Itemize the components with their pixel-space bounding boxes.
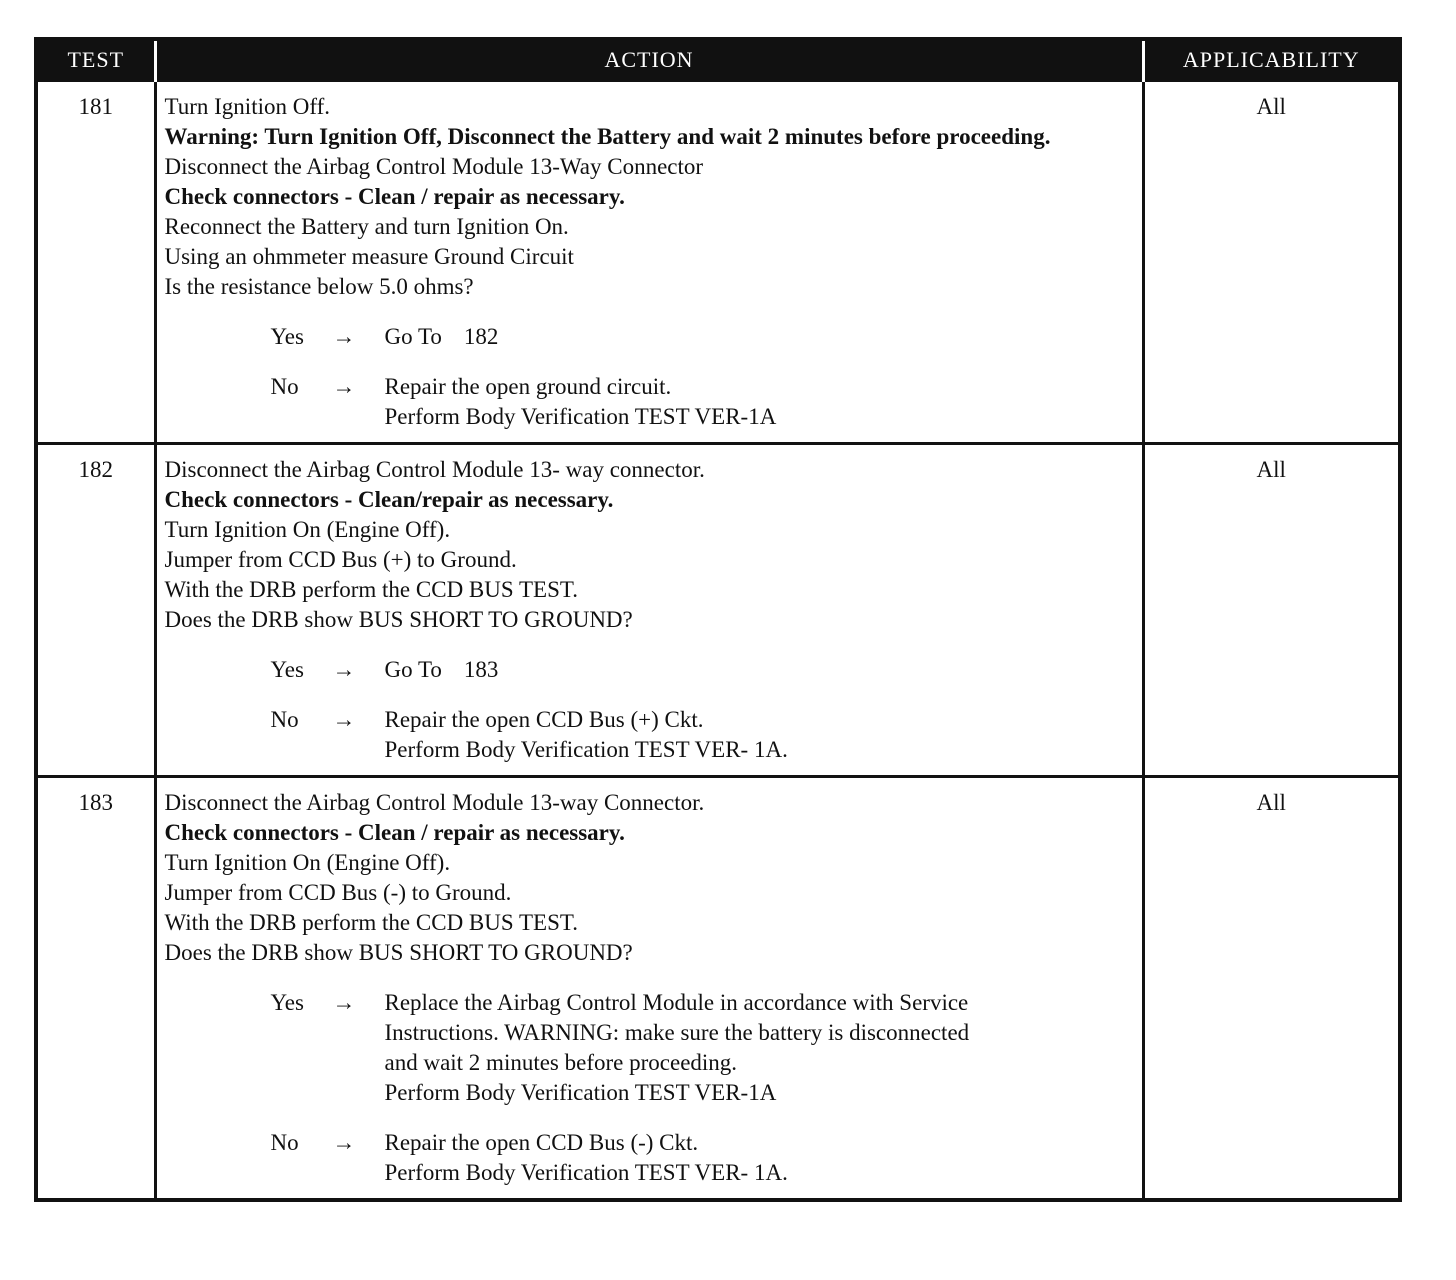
no-label: No <box>270 374 299 399</box>
goto-target: 183 <box>463 657 499 682</box>
no-outcome <box>165 1128 1134 1188</box>
warning-step: Warning: Turn Ignition Off, Disconnect the Battery and wait 2 minutes before proceeding. <box>164 124 1051 149</box>
arrow-icon: → <box>332 707 356 732</box>
table-row <box>36 444 1400 777</box>
test-number: 181 <box>36 81 155 444</box>
no-label: No <box>270 707 299 732</box>
yes-outcome <box>165 988 1134 1108</box>
arrow-icon: → <box>332 990 356 1015</box>
action-step: Turn Ignition On (Engine Off). <box>164 850 451 875</box>
yes-outcome <box>165 322 1134 352</box>
action-step: Jumper from CCD Bus (+) to Ground. <box>164 547 517 572</box>
action-step: Turn Ignition On (Engine Off). <box>164 517 451 542</box>
action-step: Disconnect the Airbag Control Module 13-way Connector. <box>164 790 705 815</box>
outcome-line: Repair the open CCD Bus (+) Ckt. <box>384 707 704 732</box>
applicability: All <box>1143 81 1400 444</box>
arrow-icon: → <box>332 324 356 349</box>
action-step: Turn Ignition Off. <box>164 94 330 119</box>
header-test: TEST <box>36 39 155 81</box>
yes-label: Yes <box>270 657 304 682</box>
applicability: All <box>1143 444 1400 777</box>
action-cell <box>155 444 1143 777</box>
action-step: Using an ohmmeter measure Ground Circuit <box>164 244 574 269</box>
outcome-line: Perform Body Verification TEST VER- 1A. <box>384 1160 788 1185</box>
action-step: With the DRB perform the CCD BUS TEST. <box>164 910 578 935</box>
action-cell <box>155 777 1143 1201</box>
action-cell <box>155 81 1143 444</box>
action-step: Reconnect the Battery and turn Ignition On. <box>164 214 569 239</box>
outcome-line: Repair the open CCD Bus (-) Ckt. <box>384 1130 699 1155</box>
outcome-line: Perform Body Verification TEST VER-1A <box>384 404 777 429</box>
outcome-line: Replace the Airbag Control Module in accordance with Service <box>384 990 969 1015</box>
arrow-icon: → <box>332 1130 356 1155</box>
yes-outcome <box>165 655 1134 685</box>
table-row <box>36 777 1400 1201</box>
outcome-line: and wait 2 minutes before proceeding. <box>384 1050 738 1075</box>
table-row <box>36 81 1400 444</box>
no-outcome <box>165 372 1134 432</box>
check-step: Check connectors - Clean / repair as necessary. <box>164 184 625 209</box>
goto-target: 182 <box>463 324 499 349</box>
question-step: Does the DRB show BUS SHORT TO GROUND? <box>164 940 633 965</box>
outcome-line: Instructions. WARNING: make sure the battery is disconnected <box>384 1020 970 1045</box>
outcome-line: Perform Body Verification TEST VER- 1A. <box>384 737 788 762</box>
no-outcome <box>165 705 1134 765</box>
check-step: Check connectors - Clean / repair as necessary. <box>164 820 625 845</box>
outcome-line: Perform Body Verification TEST VER-1A <box>384 1080 777 1105</box>
check-step: Check connectors - Clean/repair as necessary. <box>164 487 614 512</box>
test-number: 182 <box>36 444 155 777</box>
goto-label: Go To <box>384 657 442 682</box>
diagnostic-test-table <box>34 37 1402 1202</box>
question-step: Is the resistance below 5.0 ohms? <box>164 274 474 299</box>
header-action: ACTION <box>155 39 1143 81</box>
action-step: With the DRB perform the CCD BUS TEST. <box>164 577 578 602</box>
test-number: 183 <box>36 777 155 1201</box>
action-step: Disconnect the Airbag Control Module 13-Way Connector <box>164 154 704 179</box>
yes-label: Yes <box>270 324 304 349</box>
no-label: No <box>270 1130 299 1155</box>
goto-label: Go To <box>384 324 442 349</box>
arrow-icon: → <box>332 374 356 399</box>
outcome-line: Repair the open ground circuit. <box>384 374 672 399</box>
arrow-icon: → <box>332 657 356 682</box>
action-step: Jumper from CCD Bus (-) to Ground. <box>164 880 512 905</box>
applicability: All <box>1143 777 1400 1201</box>
table-header-row <box>36 39 1400 81</box>
yes-label: Yes <box>270 990 304 1015</box>
header-applicability: APPLICABILITY <box>1143 39 1400 81</box>
action-step: Disconnect the Airbag Control Module 13- way connector. <box>164 457 705 482</box>
question-step: Does the DRB show BUS SHORT TO GROUND? <box>164 607 633 632</box>
